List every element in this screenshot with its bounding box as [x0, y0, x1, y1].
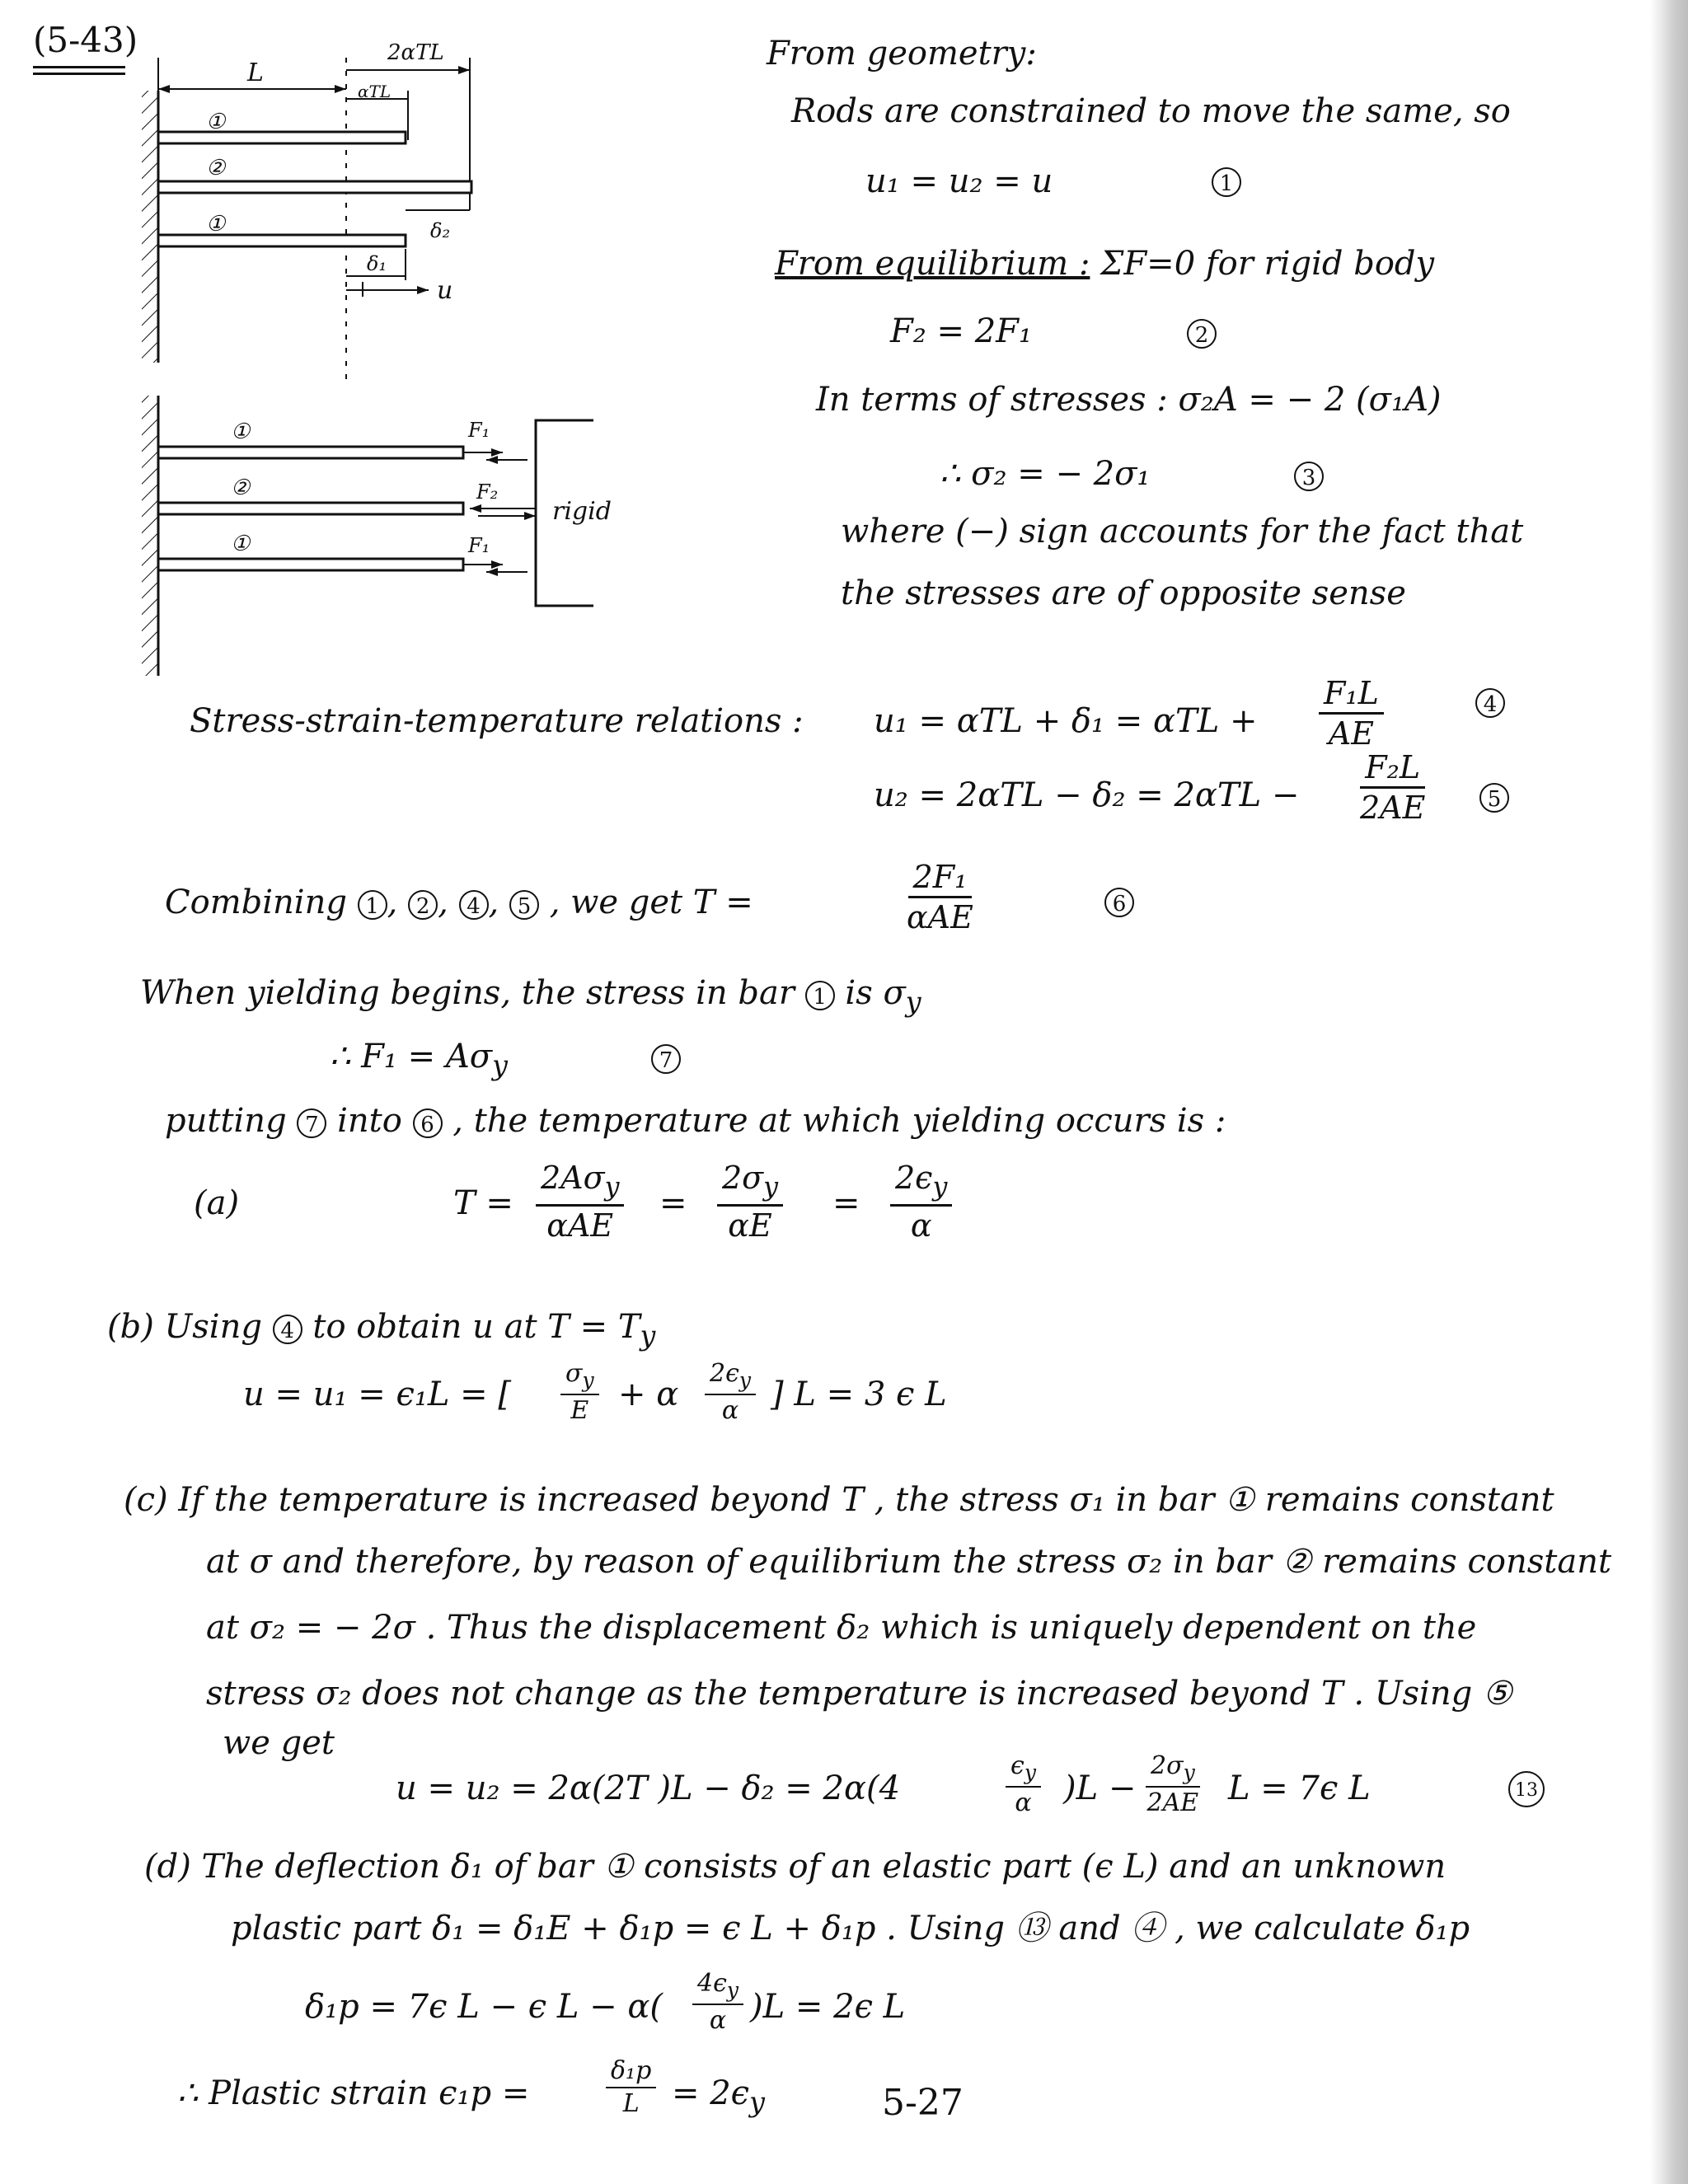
delta1-label: δ₁: [367, 252, 387, 275]
problem-underline-2: [33, 73, 125, 75]
equation-5-fraction: $\frac{\text{F₂L}}{2AE}$: [1360, 749, 1426, 826]
equation-6-number: 6: [1104, 883, 1134, 917]
part-d-eq-end: )L = 2ϵ L: [750, 1988, 906, 2026]
relations-label: Stress-strain-temperature relations :: [190, 702, 804, 740]
u-arrow: [417, 286, 429, 294]
part-c-fraction-b: $\frac{2\sigma_y}{2AE}$: [1146, 1751, 1199, 1817]
equation-6-fraction: 2F₁ αAE: [907, 859, 973, 935]
equation-3: ∴ σ₂ = − 2σ₁: [940, 455, 1151, 493]
rod-1-top-label: ①: [206, 110, 226, 134]
part-b-fraction-a: $\frac{\sigma_y}{E}$: [560, 1361, 599, 1423]
f2-label: F₂: [476, 480, 499, 504]
part-b-fraction-b: $\frac{2\epsilon_y}{\alpha}$: [705, 1361, 756, 1423]
equation-3-number: 3: [1294, 457, 1324, 491]
dim-L-arrow-left: [158, 85, 170, 93]
problem-number: (5-43): [33, 20, 138, 60]
part-c-eq-mid: )L −: [1063, 1769, 1137, 1807]
geometry-heading: From geometry:: [767, 35, 1037, 73]
part-a-fraction-3: $\frac{2\epsilon_y}{\alpha}$: [890, 1162, 952, 1241]
rod-2-label: ②: [206, 156, 226, 180]
fbd-rod-2-label: ②: [231, 476, 251, 500]
part-c-line-4: stress σ₂ does not change as the temperature is increased beyond T . Using ⑤: [206, 1675, 1512, 1713]
delta2-label: δ₂: [430, 219, 451, 242]
combining-line: Combining 1 , 2 , 4 , 5 , we get T =: [165, 883, 753, 921]
part-c-line-2: at σ and therefore, by reason of equilibrium the stress σ₂ in bar ② remains constant: [206, 1543, 1612, 1581]
equation-1: u₁ = u₂ = u: [865, 162, 1053, 200]
part-b-line: (b) Using 4 to obtain u at $T = T_y$: [107, 1308, 656, 1352]
equation-7-number: 7: [651, 1040, 681, 1074]
plastic-strain-result: = $2\epsilon_y$: [672, 2074, 765, 2118]
part-b-plus: + α: [618, 1376, 679, 1413]
page-number: 5-27: [882, 2082, 964, 2124]
dim-2aTL-arrow: [458, 66, 470, 74]
equilibrium-heading: From equilibrium : ΣF=0 for rigid body: [775, 245, 1435, 283]
f1-top-arrowhead-in: [486, 456, 498, 464]
rod-1-bottom: [158, 235, 406, 246]
equation-2: F₂ = 2F₁: [890, 312, 1032, 350]
part-a-fraction-2: $\frac{2\sigma_y}{\alpha E}$: [717, 1162, 783, 1241]
sign-note-1: where (−) sign accounts for the fact that: [841, 513, 1524, 551]
wall-hatch: [142, 91, 158, 363]
putting-line: putting 7 into 6 , the temperature at which yielding occurs is :: [165, 1102, 1226, 1140]
u-label: u: [437, 276, 453, 305]
scan-edge-shadow: [1650, 0, 1688, 2184]
equation-4-lhs: u₁ = αTL + δ₁ = αTL +: [874, 702, 1258, 740]
f1-bottom-arrowhead-in: [486, 568, 498, 576]
dim-2aTL-label: 2αTL: [387, 40, 444, 65]
equation-5-number: 5: [1479, 779, 1509, 813]
stress-terms-line: In terms of stresses : σ₂A = − 2 (σ₁A): [816, 381, 1442, 419]
dim-aTL-label: αTL: [358, 82, 392, 101]
fbd-rod-1-bottom: [158, 559, 463, 570]
equation-4-fraction: $\frac{\text{F₁L}}{AE}$: [1319, 677, 1384, 749]
f1-top-arrowhead: [491, 448, 503, 457]
equation-2-number: 2: [1187, 315, 1217, 349]
equation-1-number: 1: [1212, 163, 1241, 197]
part-b-eq-lhs: u = u₁ = ϵ₁L = [: [243, 1376, 511, 1413]
dim-L-label: L: [247, 59, 264, 87]
part-a-lhs: T =: [453, 1184, 513, 1222]
part-d-line-1: (d) The deflection δ₁ of bar ① consists of an elastic part (ϵ L) and an unknown: [144, 1848, 1447, 1886]
part-c-fraction-a: $\frac{\epsilon_y}{\alpha}$: [1006, 1754, 1041, 1816]
rod-1-bottom-label: ①: [206, 212, 226, 237]
rigid-label: rigid: [552, 497, 612, 526]
part-a-eq-sign-2: =: [832, 1184, 860, 1222]
equation-7: ∴ $F_1 = A\sigma_y$: [330, 1038, 508, 1081]
fbd-rod-1-top-label: ①: [231, 419, 251, 444]
part-c-eq-lhs: u = u₂ = 2α(2T )L − δ₂ = 2α(4: [396, 1769, 901, 1807]
rod-figure-bottom: [124, 387, 635, 692]
rod-2: [158, 181, 471, 193]
f1-bottom-arrowhead: [491, 560, 503, 569]
rod-1-top: [158, 132, 406, 143]
part-c-line-1: (c) If the temperature is increased beyond T , the stress σ₁ in bar ① remains constant: [124, 1481, 1554, 1519]
part-b-eq-end: ] L = 3 ϵ L: [771, 1376, 947, 1413]
equation-13-number: 13: [1508, 1770, 1545, 1807]
part-a-eq-sign-1: =: [659, 1184, 687, 1222]
part-c-we-get: we get: [223, 1724, 335, 1762]
f2-arrowhead: [470, 504, 481, 513]
part-d-line-2: plastic part δ₁ = δ₁E + δ₁p = ϵ L + δ₁p . Using ⑬ and ④ , we calculate δ₁p: [231, 1910, 1470, 1947]
equation-4-number: 4: [1475, 684, 1505, 718]
fbd-rod-1-top: [158, 447, 463, 458]
wall-hatch-2: [142, 396, 158, 676]
dim-L-arrow-right: [335, 85, 346, 93]
fbd-rod-1-bottom-label: ①: [231, 532, 251, 556]
part-c-line-3: at σ₂ = − 2σ . Thus the displacement δ₂ which is uniquely dependent on the: [206, 1609, 1477, 1647]
plastic-strain-lhs: ∴ Plastic strain ϵ₁p =: [177, 2074, 530, 2112]
equation-5-lhs: u₂ = 2αTL − δ₂ = 2αTL −: [874, 776, 1300, 814]
plastic-strain-fraction: $\frac{\text{δ₁p}}{L}$: [606, 2059, 656, 2116]
sign-note-2: the stresses are of opposite sense: [841, 574, 1406, 612]
yielding-begins-line: When yielding begins, the stress in bar 1 is $\sigma_y$: [140, 974, 921, 1018]
part-d-eq-lhs: δ₁p = 7ϵ L − ϵ L − α(: [305, 1988, 663, 2026]
part-c-eq-end: L = 7ϵ L: [1228, 1769, 1371, 1807]
f2-arrowhead-out: [524, 512, 536, 520]
rod-figure-top: [124, 33, 495, 379]
geometry-line-1: Rods are constrained to move the same, so: [791, 92, 1511, 130]
f1-top-label: F₁: [468, 419, 490, 442]
fbd-rod-2: [158, 503, 463, 514]
part-a-fraction-1: $2A\sigma_y$ αAE: [536, 1162, 624, 1241]
f1-bottom-label: F₁: [468, 534, 490, 557]
part-d-fraction: $\frac{4\epsilon_y}{\alpha}$: [692, 1971, 743, 2033]
part-a-label: (a): [194, 1184, 240, 1222]
problem-underline: [33, 66, 125, 68]
